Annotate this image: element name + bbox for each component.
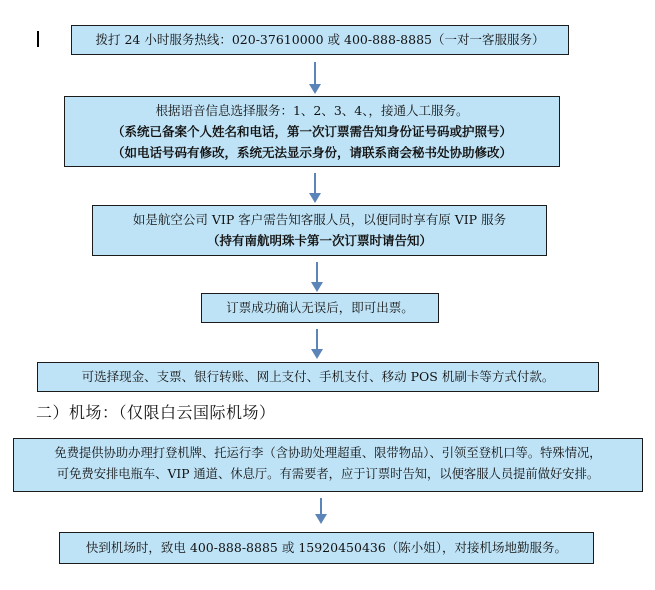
vip-note: （持有南航明珠卡第一次订票时请告知）: [206, 233, 432, 248]
vip-text: 如是航空公司 VIP 客户需告知客服人员，以便同时享有原 VIP 服务: [132, 212, 507, 227]
confirm-text: 订票成功确认无误后，即可出票。: [226, 300, 414, 315]
text-cursor: [37, 31, 39, 47]
airport-service-text-1: 免费提供协助办理打登机牌、托运行李（含协助处理超重、限带物品）、引领至登机口等。特殊情况，: [54, 446, 602, 460]
airport-service-box: [13, 438, 643, 492]
airport-service-text-2: 可免费安排电瓶车、VIP 通道、休息厅。有需要者，应于订票时告知，以便客服人员提前做好安排。: [56, 467, 600, 481]
voice-menu-box: [64, 96, 560, 167]
payment-box: [37, 362, 599, 392]
vip-box: [92, 205, 547, 256]
hotline-text: 拨打 24 小时服务热线：020-37610000 或 400-888-8885（一对一客服服务）: [95, 32, 545, 47]
payment-text: 可选择现金、支票、银行转账、网上支付、手机支付、移动 POS 机刷卡等方式付款。: [81, 369, 555, 384]
airport-section-title: 二）机场：（仅限白云国际机场）: [36, 403, 276, 422]
confirm-box: [201, 293, 439, 323]
voice-menu-note-phone: （如电话号码有修改，系统无法显示身份，请联系商会秘书处协助修改）: [111, 145, 512, 160]
voice-menu-note-id: （系统已备案个人姓名和电话，第一次订票需告知身份证号码或护照号）: [111, 124, 512, 139]
hotline-box: [71, 25, 569, 55]
arrival-text: 快到机场时，致电 400-888-8885 或 15920450436（陈小姐），对接机场地勤服务。: [85, 540, 568, 555]
arrival-box: [59, 532, 594, 564]
voice-menu-text: 根据语音信息选择服务：1、2、3、4、，接通人工服务。: [155, 103, 469, 118]
